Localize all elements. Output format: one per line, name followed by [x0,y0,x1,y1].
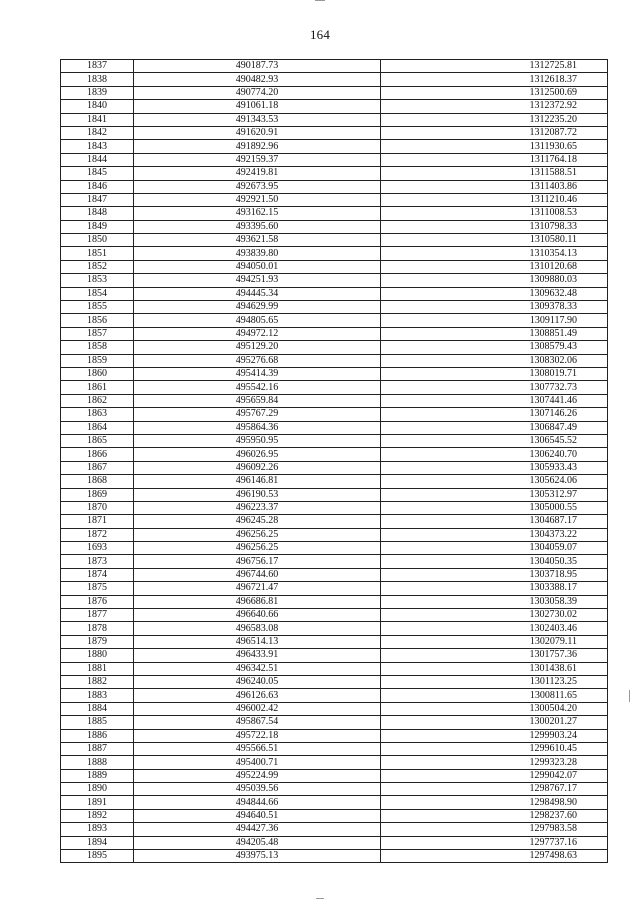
x-coordinate-cell: 494445.34 [134,287,381,300]
y-coordinate-cell: 1300504.20 [381,702,608,715]
x-coordinate-cell: 496256.25 [134,542,381,555]
y-coordinate-cell: 1311210.46 [381,193,608,206]
point-number-cell: 1860 [61,367,134,380]
table-row [61,341,608,354]
y-coordinate-cell: 1311930.65 [381,140,608,153]
y-coordinate-cell: 1306240.70 [381,448,608,461]
y-coordinate-cell: 1297983.58 [381,823,608,836]
table-row [61,582,608,595]
point-number-cell: 1850 [61,234,134,247]
x-coordinate-cell: 491620.91 [134,126,381,139]
y-coordinate-cell: 1300201.27 [381,716,608,729]
y-coordinate-cell: 1299042.07 [381,769,608,782]
y-coordinate-cell: 1311008.53 [381,207,608,220]
y-coordinate-cell: 1310580.11 [381,234,608,247]
table-row [61,167,608,180]
table-row [61,769,608,782]
x-coordinate-cell: 495867.54 [134,716,381,729]
y-coordinate-cell: 1303058.39 [381,595,608,608]
y-coordinate-cell: 1307441.46 [381,394,608,407]
table-row [61,448,608,461]
point-number-cell: 1855 [61,301,134,314]
x-coordinate-cell: 493162.15 [134,207,381,220]
y-coordinate-cell: 1309378.33 [381,301,608,314]
point-number-cell: 1895 [61,850,134,863]
page-number: 164 [309,27,331,42]
point-number-cell: 1889 [61,769,134,782]
y-coordinate-cell: 1299903.24 [381,729,608,742]
table-row [61,809,608,822]
y-coordinate-cell: 1308019.71 [381,367,608,380]
x-coordinate-cell: 494844.66 [134,796,381,809]
x-coordinate-cell: 496002.42 [134,702,381,715]
table-row [61,783,608,796]
x-coordinate-cell: 496744.60 [134,568,381,581]
table-row [61,367,608,380]
x-coordinate-cell: 492159.37 [134,153,381,166]
x-coordinate-cell: 495129.20 [134,341,381,354]
table-row [61,850,608,863]
table-row [61,515,608,528]
table-row [61,689,608,702]
x-coordinate-cell: 495767.29 [134,408,381,421]
x-coordinate-cell: 491892.96 [134,140,381,153]
x-coordinate-cell: 494972.12 [134,327,381,340]
table-row [61,234,608,247]
table-row [61,220,608,233]
y-coordinate-cell: 1307146.26 [381,408,608,421]
x-coordinate-cell: 496223.37 [134,501,381,514]
y-coordinate-cell: 1304373.22 [381,528,608,541]
table-row [61,796,608,809]
x-coordinate-cell: 494805.65 [134,314,381,327]
x-coordinate-cell: 495224.99 [134,769,381,782]
y-coordinate-cell: 1312235.20 [381,113,608,126]
x-coordinate-cell: 496026.95 [134,448,381,461]
y-coordinate-cell: 1310120.68 [381,260,608,273]
point-number-cell: 1852 [61,260,134,273]
point-number-cell: 1873 [61,555,134,568]
x-coordinate-cell: 494050.01 [134,260,381,273]
point-number-cell: 1870 [61,501,134,514]
x-coordinate-cell: 490482.93 [134,73,381,86]
y-coordinate-cell: 1299610.45 [381,742,608,755]
y-coordinate-cell: 1308851.49 [381,327,608,340]
x-coordinate-cell: 496245.28 [134,515,381,528]
x-coordinate-cell: 495566.51 [134,742,381,755]
x-coordinate-cell: 495950.95 [134,434,381,447]
y-coordinate-cell: 1303388.17 [381,582,608,595]
table-row [61,153,608,166]
point-number-cell: 1882 [61,675,134,688]
table-row [61,408,608,421]
y-coordinate-cell: 1305000.55 [381,501,608,514]
y-coordinate-cell: 1304059.07 [381,542,608,555]
y-coordinate-cell: 1305624.06 [381,475,608,488]
table-row [61,247,608,260]
x-coordinate-cell: 494640.51 [134,809,381,822]
x-coordinate-cell: 495039.56 [134,783,381,796]
y-coordinate-cell: 1297737.16 [381,836,608,849]
table-row [61,501,608,514]
point-number-cell: 1890 [61,783,134,796]
y-coordinate-cell: 1297498.63 [381,850,608,863]
y-coordinate-cell: 1308579.43 [381,341,608,354]
table-row [61,180,608,193]
table-row [61,729,608,742]
point-number-cell: 1864 [61,421,134,434]
table-row [61,73,608,86]
x-coordinate-cell: 495276.68 [134,354,381,367]
table-row [61,421,608,434]
table-row [61,475,608,488]
table-row [61,327,608,340]
point-number-cell: 1880 [61,649,134,662]
point-number-cell: 1866 [61,448,134,461]
table-row [61,354,608,367]
y-coordinate-cell: 1312087.72 [381,126,608,139]
point-number-cell: 1858 [61,341,134,354]
point-number-cell: 1841 [61,113,134,126]
y-coordinate-cell: 1307732.73 [381,381,608,394]
y-coordinate-cell: 1298237.60 [381,809,608,822]
x-coordinate-cell: 496514.13 [134,635,381,648]
y-coordinate-cell: 1309117.90 [381,314,608,327]
point-number-cell: 1885 [61,716,134,729]
table-row [61,635,608,648]
point-number-cell: 1884 [61,702,134,715]
x-coordinate-cell: 494629.99 [134,301,381,314]
point-number-cell: 1863 [61,408,134,421]
point-number-cell: 1868 [61,475,134,488]
table-row [61,287,608,300]
table-row [61,314,608,327]
x-coordinate-cell: 496240.05 [134,675,381,688]
scan-edge-mark-bottom [316,898,324,899]
y-coordinate-cell: 1298767.17 [381,783,608,796]
x-coordinate-cell: 495722.18 [134,729,381,742]
table-row [61,274,608,287]
table-row [61,434,608,447]
point-number-cell: 1838 [61,73,134,86]
y-coordinate-cell: 1304050.35 [381,555,608,568]
table-row [61,662,608,675]
x-coordinate-cell: 495542.16 [134,381,381,394]
point-number-cell: 1877 [61,609,134,622]
table-row [61,555,608,568]
point-number-cell: 1865 [61,434,134,447]
point-number-cell: 1845 [61,167,134,180]
y-coordinate-cell: 1305933.43 [381,461,608,474]
x-coordinate-cell: 494427.36 [134,823,381,836]
table-row [61,622,608,635]
y-coordinate-cell: 1312725.81 [381,60,608,73]
table-row [61,60,608,73]
x-coordinate-cell: 492419.81 [134,167,381,180]
point-number-cell: 1878 [61,622,134,635]
table-row [61,836,608,849]
coordinates-table-body [61,60,608,863]
x-coordinate-cell: 496721.47 [134,582,381,595]
point-number-cell: 1847 [61,193,134,206]
point-number-cell: 1846 [61,180,134,193]
y-coordinate-cell: 1300811.65 [381,689,608,702]
y-coordinate-cell: 1311403.86 [381,180,608,193]
x-coordinate-cell: 496190.53 [134,488,381,501]
x-coordinate-cell: 495659.84 [134,394,381,407]
point-number-cell: 1861 [61,381,134,394]
coordinates-table [60,59,608,863]
point-number-cell: 1844 [61,153,134,166]
y-coordinate-cell: 1302079.11 [381,635,608,648]
point-number-cell: 1872 [61,528,134,541]
x-coordinate-cell: 496342.51 [134,662,381,675]
point-number-cell: 1842 [61,126,134,139]
x-coordinate-cell: 496756.17 [134,555,381,568]
point-number-cell: 1849 [61,220,134,233]
x-coordinate-cell: 496256.25 [134,528,381,541]
x-coordinate-cell: 491061.18 [134,100,381,113]
point-number-cell: 1867 [61,461,134,474]
x-coordinate-cell: 496092.26 [134,461,381,474]
table-row [61,649,608,662]
point-number-cell: 1853 [61,274,134,287]
y-coordinate-cell: 1306545.52 [381,434,608,447]
x-coordinate-cell: 493395.60 [134,220,381,233]
point-number-cell: 1871 [61,515,134,528]
table-row [61,207,608,220]
table-row [61,488,608,501]
point-number-cell: 1848 [61,207,134,220]
x-coordinate-cell: 495400.71 [134,756,381,769]
table-row [61,461,608,474]
point-number-cell: 1851 [61,247,134,260]
table-row [61,823,608,836]
table-row [61,113,608,126]
point-number-cell: 1891 [61,796,134,809]
x-coordinate-cell: 496640.66 [134,609,381,622]
x-coordinate-cell: 492673.95 [134,180,381,193]
point-number-cell: 1887 [61,742,134,755]
scan-edge-mark-top [315,0,325,1]
point-number-cell: 1883 [61,689,134,702]
scan-edge-mark-right [629,690,630,702]
y-coordinate-cell: 1303718.95 [381,568,608,581]
y-coordinate-cell: 1309880.03 [381,274,608,287]
x-coordinate-cell: 493839.80 [134,247,381,260]
table-row [61,193,608,206]
x-coordinate-cell: 495414.39 [134,367,381,380]
table-row [61,568,608,581]
point-number-cell: 1693 [61,542,134,555]
x-coordinate-cell: 496146.81 [134,475,381,488]
y-coordinate-cell: 1312618.37 [381,73,608,86]
point-number-cell: 1854 [61,287,134,300]
y-coordinate-cell: 1305312.97 [381,488,608,501]
y-coordinate-cell: 1301123.25 [381,675,608,688]
y-coordinate-cell: 1312500.69 [381,86,608,99]
table-row [61,756,608,769]
point-number-cell: 1874 [61,568,134,581]
y-coordinate-cell: 1311588.51 [381,167,608,180]
y-coordinate-cell: 1301757.36 [381,649,608,662]
point-number-cell: 1869 [61,488,134,501]
y-coordinate-cell: 1308302.06 [381,354,608,367]
y-coordinate-cell: 1310798.33 [381,220,608,233]
x-coordinate-cell: 496583.08 [134,622,381,635]
y-coordinate-cell: 1302730.02 [381,609,608,622]
x-coordinate-cell: 493621.58 [134,234,381,247]
x-coordinate-cell: 490774.20 [134,86,381,99]
table-row [61,542,608,555]
y-coordinate-cell: 1302403.46 [381,622,608,635]
y-coordinate-cell: 1301438.61 [381,662,608,675]
table-row [61,528,608,541]
table-row [61,100,608,113]
point-number-cell: 1843 [61,140,134,153]
table-row [61,381,608,394]
y-coordinate-cell: 1312372.92 [381,100,608,113]
x-coordinate-cell: 491343.53 [134,113,381,126]
table-row [61,301,608,314]
point-number-cell: 1875 [61,582,134,595]
table-row [61,86,608,99]
point-number-cell: 1857 [61,327,134,340]
point-number-cell: 1837 [61,60,134,73]
point-number-cell: 1862 [61,394,134,407]
table-row [61,595,608,608]
table-row [61,716,608,729]
point-number-cell: 1892 [61,809,134,822]
x-coordinate-cell: 496686.81 [134,595,381,608]
table-row [61,702,608,715]
point-number-cell: 1894 [61,836,134,849]
table-row [61,260,608,273]
point-number-cell: 1886 [61,729,134,742]
point-number-cell: 1888 [61,756,134,769]
x-coordinate-cell: 495864.36 [134,421,381,434]
point-number-cell: 1879 [61,635,134,648]
x-coordinate-cell: 494251.93 [134,274,381,287]
x-coordinate-cell: 492921.50 [134,193,381,206]
y-coordinate-cell: 1299323.28 [381,756,608,769]
y-coordinate-cell: 1309632.48 [381,287,608,300]
y-coordinate-cell: 1298498.90 [381,796,608,809]
point-number-cell: 1881 [61,662,134,675]
point-number-cell: 1893 [61,823,134,836]
y-coordinate-cell: 1306847.49 [381,421,608,434]
point-number-cell: 1839 [61,86,134,99]
table-row [61,140,608,153]
point-number-cell: 1840 [61,100,134,113]
point-number-cell: 1856 [61,314,134,327]
point-number-cell: 1876 [61,595,134,608]
x-coordinate-cell: 496433.91 [134,649,381,662]
table-row [61,675,608,688]
y-coordinate-cell: 1310354.13 [381,247,608,260]
point-number-cell: 1859 [61,354,134,367]
table-row [61,394,608,407]
table-row [61,126,608,139]
x-coordinate-cell: 496126.63 [134,689,381,702]
table-row [61,742,608,755]
table-row [61,609,608,622]
y-coordinate-cell: 1311764.18 [381,153,608,166]
x-coordinate-cell: 490187.73 [134,60,381,73]
y-coordinate-cell: 1304687.17 [381,515,608,528]
x-coordinate-cell: 493975.13 [134,850,381,863]
x-coordinate-cell: 494205.48 [134,836,381,849]
